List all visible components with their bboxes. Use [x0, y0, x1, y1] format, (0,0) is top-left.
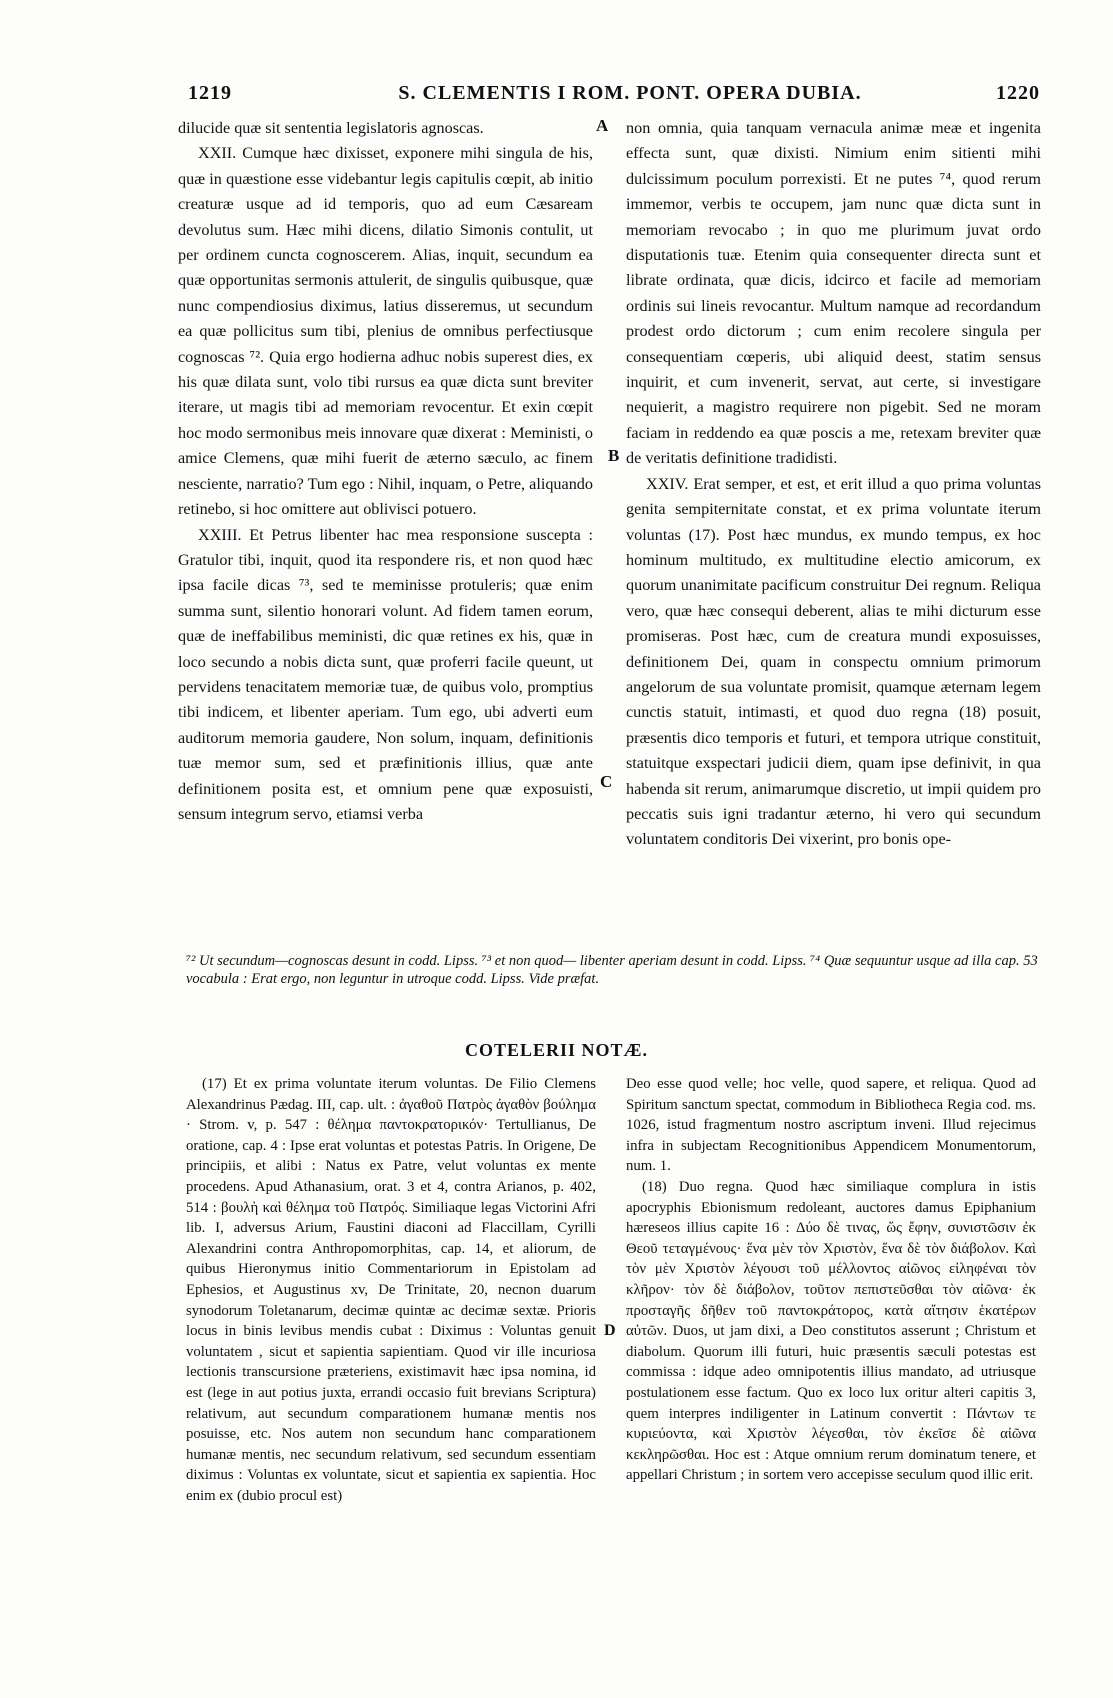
notes-heading: COTELERII NOTÆ. — [464, 1040, 649, 1060]
notes-right-column — [626, 1074, 1036, 1486]
page-number-right: 1220 — [996, 82, 1040, 104]
page-number-left: 1219 — [188, 82, 232, 104]
margin-marker-d: D — [604, 1322, 616, 1339]
left-paragraph-1: dilucide quæ sit sententia legislatoris agnoscas. — [178, 119, 484, 137]
note-17: (17) Et ex prima voluntate iterum voluntas. De Filio Clemens Alexandrinus Pædag. III, cap. ult. : ἀγαθοῦ Πατρὸς ἀγαθὸν βούλημα · Strom. v, p. 547 : θέλημα παντοκρατορικόν· Tertullianus, De oratione, cap. 4 : Ipse erat voluntas et potestas Patris. In Origene, De principiis, et alibi : Natus ex Patre, velut voluntas ex mente procedens. Apud Athanasium, orat. 3 et 4, contra Arianos, p. 402, 514 : βουλὴ καὶ θέλημα τοῦ Πατρός. Similiaque legas Victorini Afri lib. I, adversus Arium, Faustini diaconi ad Flaccillam, Cyrilli Alexandrini contra Anthropomorphitas, cap. 14, et aliorum, de quibus Hieronymus initio Commentariorum in Epistolam ad Ephesios, et Augustinus xv, De Trinitate, 20, necnon duarum synodorum Toletanarum, decimæ quintæ ac decimæ sextæ. Prioris locus in binis levibus mendis cubat : Diximus : Voluntas genuit voluntatem , sicut et sapientia sapientiam. Quod vir ille incuriosa lectionis transcursione præteriens, existimavit hæc ipsa nomina, id est (lege in aut potius juxta, errandi occasio fuit brevians Scriptura) relativum, aut secundum comparationem humanæ mentis nos posuisse, etc. Nos autem non secundum hanc comparationem humanæ mentis, nec secundum relativum, sed secundum essentiam diximus : Voluntas ex voluntate, sicut et sapientia ex sapientia. Hoc enim ex (dubio procul est) — [186, 1076, 596, 1504]
left-column — [178, 116, 593, 827]
main-text — [178, 116, 1053, 936]
left-paragraph-3: XXIII. Et Petrus libenter hac mea responsione suscepta : Gratulor tibi, inquit, quod ita respondere ris, et non quod hæc ipsa facile dicas ⁷³, sed te meminisse protuleris; quæ enim summa sunt, silentio honorari volunt. Ad fidem tamen eorum, quæ de ineffabilibus meministi, dic quæ retines ex his, quæ in loco secundo a nobis dicta sunt, quæ proferri facile queunt, ut pervidens tenacitatem memoriæ tuæ, de quibus volo, promptius tibi indicem, et libenter aperiam. Tum ego, ubi adverti eum auditorum memoria gaudere, Non solum, inquam, definitionis tuæ memor sum, sed et præfinitionis illius, quæ ante definitionem posita est, et omnium pene quæ exposuisti, sensum integrum servo, etiamsi verba — [178, 525, 593, 823]
running-title: S. CLEMENTIS I ROM. PONT. OPERA DUBIA. — [398, 82, 862, 104]
notes-left-column — [186, 1074, 596, 1506]
left-paragraph-2: XXII. Cumque hæc dixisset, exponere mihi singula de his, quæ in quæstione esse videbantur legis capitulis cœpit, ab initio creaturæ usque ad id temporis, quo ad eum Cæsaream devolutus sum. Hæc mihi dicens, dilatio Simonis contulit, ut per ordinem cuncta cognoscerem. Alias, inquit, secundum ea quæ opportunitas sermonis attulerit, de singulis quibusque, quæ nunc compendiosius diximus, latius disseremus, ut secundum ea quæ pollicitus sum tibi, plenius de omnibus perfectiusque cognoscas ⁷². Quia ergo hodierna adhuc nobis superest dies, ex his quæ dilata sunt, volo tibi rursus ea quæ dicta sunt breviter iterare, ut magis tibi ad memoriam revocentur. Et exin cœpit hoc modo sermonibus meis innovare quæ dixerat : Meministi, o amice Clemens, quæ mihi fuerit de æterno sæculo, ac finem nesciente, narratio? Tum ego : Nihil, inquam, o Petre, aliquando retinebo, si hoc omittere aut oblivisci potuero. — [178, 144, 593, 519]
footnotes: ⁷² Ut secundum—cognoscas desunt in codd. Lipss. ⁷³ et non quod— libenter aperiam desunt in codd. Lipss. ⁷⁴ Quæ sequuntur usque ad illa cap. 53 vocabula : Erat ergo, non leguntur in utroque codd. Lipss. Vide præfat. — [186, 953, 1038, 987]
margin-marker-b: B — [608, 446, 620, 465]
right-paragraph-1: non omnia, quia tanquam vernacula animæ meæ et ingenita effecta sunt, quæ dixisti. Nimium enim sitienti mihi dulcissimum poculum porrexisti. Et ne putes ⁷⁴, quod rerum immemor, verbis te occupem, jam nunc quæ dicta sunt in memoriam revocabo ; in quo me plurimum juvat ordo disputationis tuæ. Etenim quia consequenter directa sunt et librate ordinata, quæ dicis, idcirco et facile ad memoriam ordinis sui lineis revocantur. Multum namque ad recordandum prodest ordo dictorum ; cum enim recolere singula per consequentiam cœperis, ubi aliquid deest, statim sensus inquirit, et cum invenerit, servat, aut certe, si investigare nequierit, a magistro requirere non pigebit. Sed ne moram faciam in reddendo ea quæ poscis a me, retexam breviter quæ de veritatis definitione tradidisti. — [626, 119, 1041, 468]
margin-marker-a: A — [596, 116, 609, 135]
right-paragraph-2: XXIV. Erat semper, et est, et erit illud a quo prima voluntas genita sempiternitate constat, et ex prima voluntate iterum voluntas (17). Post hæc mundus, ex mundo tempus, ex hoc hominum multitudo, ex multitudine electio amicorum, ex quorum unanimitate pacificum construitur Dei regnum. Reliqua vero, quæ hæc consequi deberent, alias te mihi dicturum esse promiseras. Post hæc, cum de creatura mundi exposuisses, definitionem Dei, quam in conspectu omnium primorum angelorum de sua voluntate promisit, quamque æternam legem cunctis statuit, intimasti, et quod duo regna (18) posuit, præsentis dico temporis et futuri, et tempora utrique constituit, statuitque exspectari judicii diem, quam ipse definivit, in qua habenda sit rerum, animarumque discretio, ut impii quidem pro peccatis suis igni tradantur æterno, hi vero qui secundum voluntatem conditoris Dei vixerint, pro bonis ope- — [626, 474, 1041, 849]
margin-marker-c: C — [600, 772, 613, 791]
note-18: (18) Duo regna. Quod hæc similiaque complura in istis apocryphis Ebionismum redoleant, auctores damus Epiphanium hæreseos illius capite 16 : Δύο δὲ τινας, ὥς ἔφην, συνιστῶσιν ἐκ Θεοῦ τεταγμένους· ἕνα μὲν τὸν Χριστὸν, ἕνα δὲ τὸν διάβολον. Καὶ τὸν μὲν Χριστὸν λέγουσι τοῦ μέλλοντος αἰῶνος εἰληφέναι τὸν κλῆρον· τὸν δὲ διάβολον, τοῦτον πεπιστεῦσθαι τὸν αἰῶνα· ἐκ προσταγῆς δῆθεν τοῦ παντοκράτορος, κατὰ αἴτησιν ἑκατέρων αὐτῶν. Duos, ut jam dixi, a Deo constitutos asserunt ; Christum et diabolum. Quorum illi futuri, huic præsentis sæculi potestas est commissa : idque adeo omnipotentis illius mandato, ad utriusque postulationem esse factum. Quo ex loco lux oritur alteri capitis 3, quem interpres indiligenter in Latinum convertit : Πάντων τε κυριεύοντα, καὶ Χριστὸν λέγεσθαι, τὸν ἐκεῖσε δὲ αἰῶνα κεκληρῶσθαι. Hoc est : Atque omnium rerum dominatum tenere, et appellari Christum ; in sortem vero accepisse seculum quod illic erit. — [626, 1178, 1036, 1484]
running-header — [180, 82, 1040, 110]
note-17-continued: Deo esse quod velle; hoc velle, quod sapere, et reliqua. Quod ad Spiritum sanctum spectat, commodum in Bibliotheca Regia cod. ms. 1026, istud fragmentum nostro ascriptum inveni. Illud rejecimus infra in subjectam Recognitionibus Appendicem Monumentorum, num. 1. — [626, 1076, 1036, 1175]
notes-section — [186, 1074, 1056, 1634]
right-column — [626, 116, 1041, 853]
